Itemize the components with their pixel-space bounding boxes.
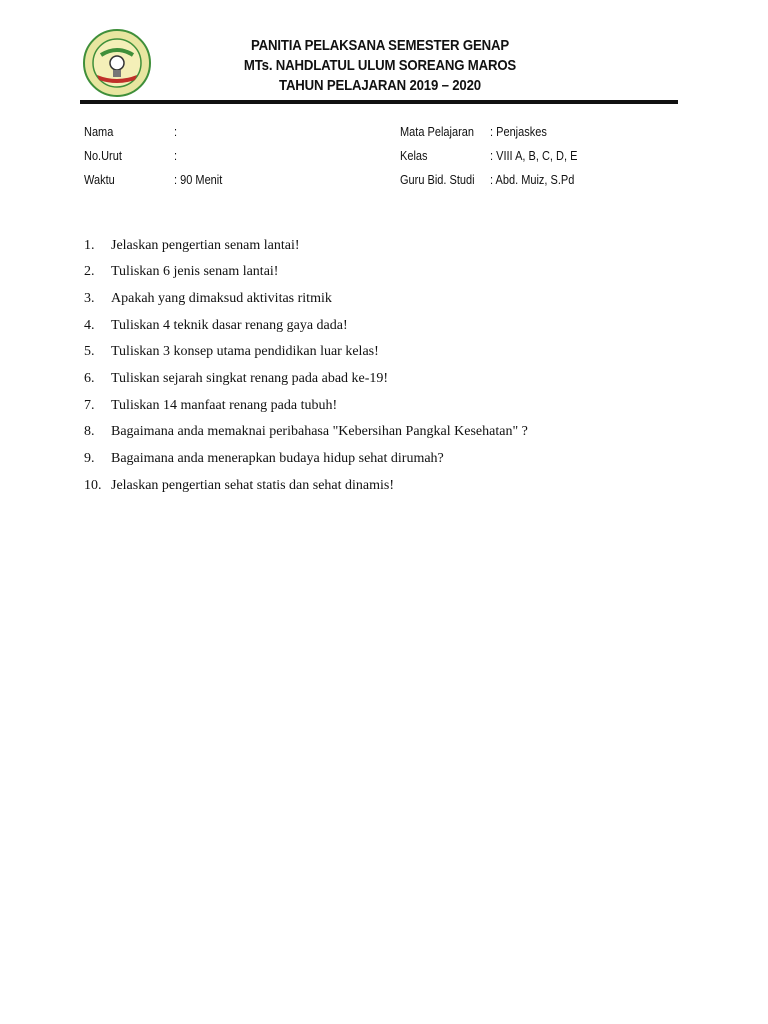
question-number: 9. [84, 451, 95, 466]
question-number: 10. [84, 478, 102, 493]
info-value-no-urut: : [174, 149, 178, 163]
header-line-1: PANITIA PELAKSANA SEMESTER GENAP [251, 37, 509, 54]
question-number: 2. [84, 264, 95, 279]
question-number: 6. [84, 371, 95, 386]
question-item [84, 451, 444, 467]
question-item [84, 344, 379, 360]
info-label-no-urut: No.Urut [84, 149, 122, 163]
question-number: 3. [84, 291, 95, 306]
question-text: Tuliskan 4 teknik dasar renang gaya dada! [111, 318, 348, 333]
info-value-waktu: : 90 Menit [174, 173, 223, 187]
header-line-2: MTs. NAHDLATUL ULUM SOREANG MAROS [243, 57, 517, 74]
header-line-3: TAHUN PELAJARAN 2019 – 2020 [279, 77, 481, 94]
question-number: 5. [84, 344, 95, 359]
question-number: 1. [84, 238, 95, 253]
question-text: Tuliskan sejarah singkat renang pada abad ke-19! [111, 371, 389, 386]
question-item [84, 398, 337, 414]
school-logo [83, 29, 151, 97]
info-label-nama: Nama [84, 125, 114, 139]
question-item [84, 318, 348, 334]
question-number: 4. [84, 318, 95, 333]
question-text: Tuliskan 14 manfaat renang pada tubuh! [111, 398, 338, 413]
question-text: Tuliskan 3 konsep utama pendidikan luar kelas! [111, 344, 379, 359]
info-label-waktu: Waktu [84, 173, 115, 187]
info-value-guru: : Abd. Muiz, S.Pd [490, 173, 575, 187]
info-label-mata-pelajaran: Mata Pelajaran [400, 125, 474, 139]
info-label-guru: Guru Bid. Studi [400, 173, 475, 187]
info-value-kelas: : VIII A, B, C, D, E [490, 149, 578, 163]
info-value-mata-pelajaran: : Penjaskes [490, 125, 547, 139]
question-number: 8. [84, 424, 95, 439]
header-divider [80, 100, 678, 104]
question-item [84, 291, 332, 307]
question-item [84, 424, 528, 440]
question-text: Bagaimana anda menerapkan budaya hidup sehat dirumah? [111, 451, 444, 466]
question-item [84, 238, 300, 254]
question-item [84, 264, 278, 280]
question-text: Jelaskan pengertian senam lantai! [111, 238, 300, 253]
question-text: Apakah yang dimaksud aktivitas ritmik [111, 291, 332, 306]
question-item [84, 478, 394, 494]
question-item [84, 371, 388, 387]
question-text: Bagaimana anda memaknai peribahasa "Kebersihan Pangkal Kesehatan" ? [111, 424, 528, 439]
info-value-nama: : [174, 125, 178, 139]
info-label-kelas: Kelas [400, 149, 428, 163]
question-text: Jelaskan pengertian sehat statis dan sehat dinamis! [111, 478, 395, 493]
question-text: Tuliskan 6 jenis senam lantai! [111, 264, 279, 279]
question-number: 7. [84, 398, 95, 413]
